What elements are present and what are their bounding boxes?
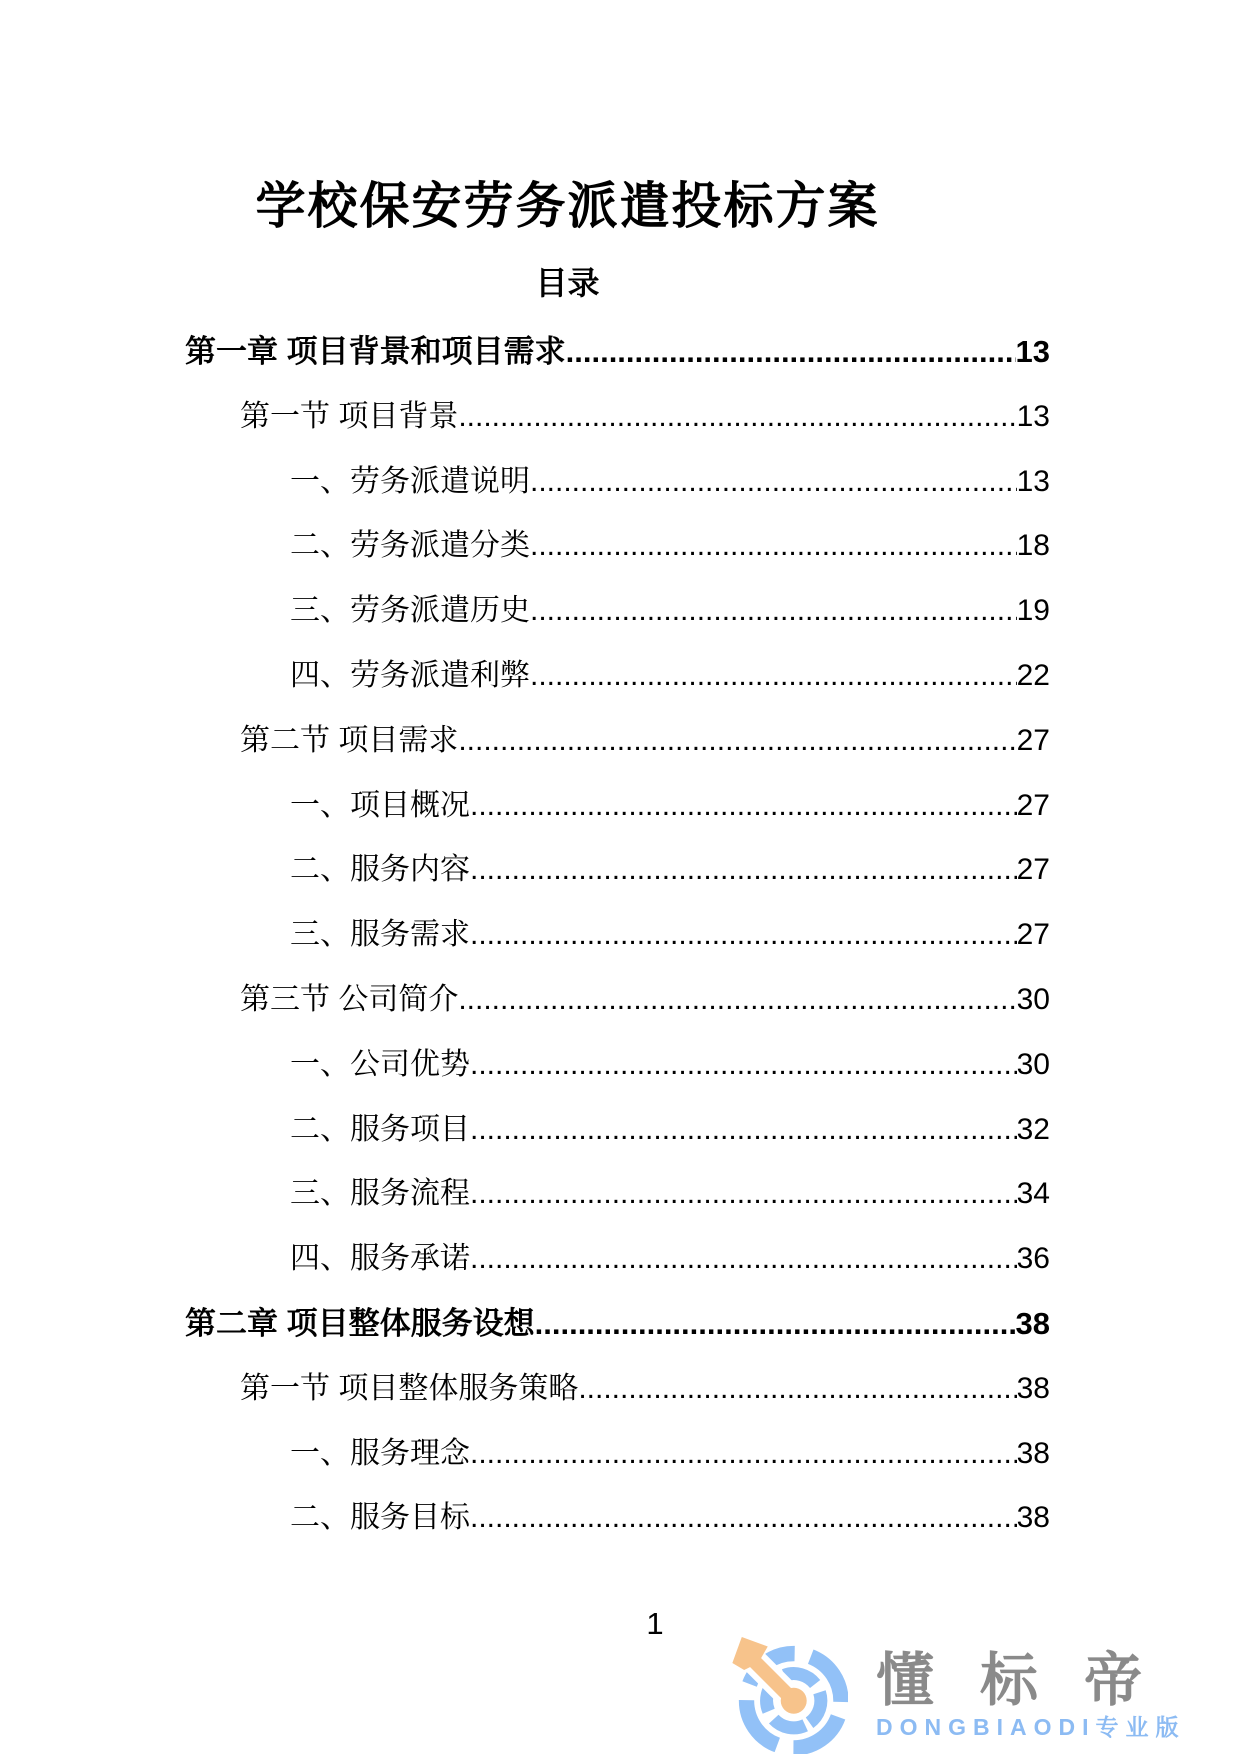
toc-entry-label: 第一节 项目背景 <box>240 399 459 433</box>
toc-entry-label: 一、公司优势 <box>290 1047 470 1081</box>
toc-entry[interactable] <box>185 1033 1050 1098</box>
toc-entry-label: 一、项目概况 <box>290 788 470 822</box>
toc-entry-page: 38 <box>1016 1436 1050 1470</box>
toc-entry[interactable] <box>185 450 1050 515</box>
toc-leader-dots <box>458 709 1016 774</box>
toc-entry-label: 三、服务需求 <box>290 918 470 952</box>
brand-watermark <box>730 1634 1188 1754</box>
toc-leader-dots <box>578 1357 1016 1422</box>
toc-entry[interactable] <box>185 1486 1050 1551</box>
toc-entry-label: 四、劳务派遣利弊 <box>290 658 530 692</box>
toc-entry-label: 一、劳务派遣说明 <box>290 464 530 498</box>
toc-leader-dots <box>530 579 1017 644</box>
toc-entry[interactable] <box>185 774 1050 839</box>
document-title: 学校保安劳务派遣投标方案 <box>255 178 880 234</box>
toc-entry-page: 30 <box>1016 982 1050 1016</box>
toc-leader-dots <box>530 450 1017 515</box>
toc-entry[interactable] <box>185 1162 1050 1227</box>
toc-leader-dots <box>470 1486 1017 1551</box>
toc-leader-dots <box>566 320 1016 385</box>
toc-leader-dots <box>535 1292 1016 1357</box>
toc-entry[interactable] <box>185 709 1050 774</box>
toc-entry-page: 30 <box>1016 1047 1050 1081</box>
toc-entry-page: 13 <box>1016 464 1050 498</box>
toc-entry-page: 27 <box>1016 918 1050 952</box>
toc-entry-label: 三、劳务派遣历史 <box>290 594 530 628</box>
toc-entry-label: 第二章 项目整体服务设想 <box>185 1305 535 1341</box>
toc-entry[interactable] <box>185 1292 1050 1357</box>
toc-entry[interactable] <box>185 644 1050 709</box>
toc-heading: 目录 <box>535 265 600 301</box>
toc-leader-dots <box>470 1422 1017 1487</box>
toc-entry-page: 19 <box>1016 594 1050 628</box>
brand-subtitle: DONGBIAODI专业版 <box>876 1714 1186 1740</box>
toc-leader-dots <box>458 385 1016 450</box>
toc-entry[interactable] <box>185 838 1050 903</box>
toc-entry-page: 22 <box>1016 658 1050 692</box>
toc-entry[interactable] <box>185 903 1050 968</box>
toc-leader-dots <box>530 514 1017 579</box>
target-arrow-icon <box>730 1634 848 1754</box>
toc-entry-page: 13 <box>1015 334 1050 369</box>
toc-entry[interactable] <box>185 320 1050 385</box>
toc-entry-page: 32 <box>1016 1112 1050 1146</box>
toc-entry-label: 二、服务内容 <box>290 853 470 887</box>
toc-entry-page: 34 <box>1016 1177 1050 1211</box>
toc-entry[interactable] <box>185 968 1050 1033</box>
toc-entry-label: 四、服务承诺 <box>290 1242 470 1276</box>
toc-entry-label: 二、服务目标 <box>290 1501 470 1535</box>
toc-entry-page: 38 <box>1015 1305 1050 1341</box>
toc-entry-page: 27 <box>1016 788 1050 822</box>
toc-entry-label: 第一章 项目背景和项目需求 <box>185 334 566 369</box>
toc-entry[interactable] <box>185 579 1050 644</box>
toc-entry-label: 二、服务项目 <box>290 1112 470 1146</box>
toc-entry-label: 三、服务流程 <box>290 1177 470 1211</box>
toc-entry[interactable] <box>185 1422 1050 1487</box>
toc-leader-dots <box>470 1098 1017 1163</box>
toc-leader-dots <box>470 903 1017 968</box>
toc-leader-dots <box>530 644 1017 709</box>
toc-entry-label: 一、服务理念 <box>290 1436 470 1470</box>
toc-entry[interactable] <box>185 1357 1050 1422</box>
brand-text-block <box>876 1634 1188 1740</box>
toc-entry-page: 13 <box>1016 399 1050 433</box>
toc-entry-page: 36 <box>1016 1242 1050 1276</box>
toc-leader-dots <box>470 1162 1017 1227</box>
toc-leader-dots <box>458 968 1016 1033</box>
toc-entry-page: 18 <box>1016 529 1050 563</box>
brand-name: 懂标帝 <box>876 1648 1189 1713</box>
toc-leader-dots <box>470 1227 1017 1292</box>
toc-entry-page: 27 <box>1016 723 1050 757</box>
toc-leader-dots <box>470 838 1017 903</box>
toc-entry-label: 二、劳务派遣分类 <box>290 529 530 563</box>
toc-entry[interactable] <box>185 1227 1050 1292</box>
toc-entry-label: 第二节 项目需求 <box>240 723 459 757</box>
toc-entry-page: 27 <box>1016 853 1050 887</box>
toc-entry-page: 38 <box>1016 1371 1050 1405</box>
toc-leader-dots <box>470 1033 1017 1098</box>
toc-leader-dots <box>470 774 1017 839</box>
toc-entry-page: 38 <box>1016 1501 1050 1535</box>
toc-entry-label: 第一节 项目整体服务策略 <box>240 1371 579 1405</box>
toc-entry[interactable] <box>185 385 1050 450</box>
toc-entry[interactable] <box>185 514 1050 579</box>
table-of-contents <box>185 320 1050 1551</box>
toc-entry[interactable] <box>185 1098 1050 1163</box>
toc-entry-label: 第三节 公司简介 <box>240 982 459 1016</box>
page-number: 1 <box>646 1606 664 1641</box>
